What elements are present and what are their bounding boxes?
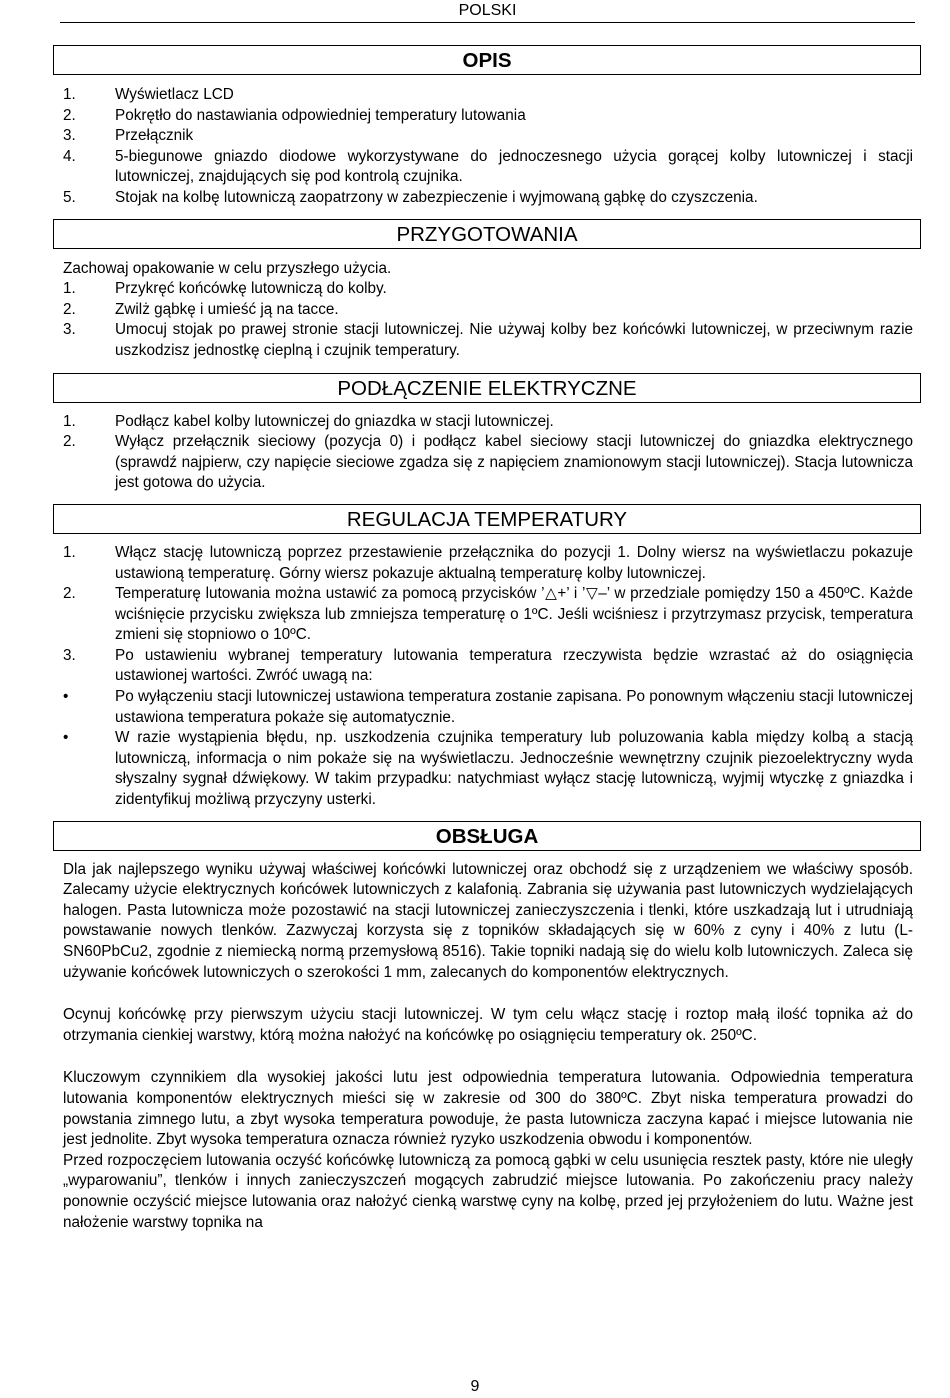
bullet-item: • W razie wystąpienia błędu, np. uszkodzenia czujnika temperatury lub poluzowania kabla między kolbą a stacją lutowniczą, informacja o nim pokaże się na wyświetlaczu. Jednocześnie wewnętrzny czujnik piezoelektryczny wyda słyszalny sygnał dźwiękowy. W takim przypadku: natychmiast wyłącz stację lutowniczą, wyjmij wtyczkę z gniazdka i zidentyfikuj możliwą przyczyny usterki. xyxy=(63,729,913,809)
list-item: 1. Podłącz kabel kolby lutowniczej do gniazdka w stacji lutowniczej. xyxy=(63,412,554,430)
document-body xyxy=(63,45,913,1233)
opis-list xyxy=(63,85,913,209)
section-title-obsluga: OBSŁUGA xyxy=(53,821,921,851)
regulacja-list xyxy=(63,543,913,811)
obsluga-paragraph-3: Kluczowym czynnikiem dla wysokiej jakości lutu jest odpowiednia temperatura lutowania. Odpowiednia temperatura lutowania komponentów elektrycznych mieści się w zakresie od 300 do 380ºC. Zbyt niska temperatura prowadzi do powstania zimnego lutu, a zbyt wysoka temperatura powoduje, że pasta lutownicza zaczyna kapać i miejsce lutowania nie jest jednolite. Zbyt wysoka temperatura oznacza również ryzyko uszkodzenia obwodu i komponentów. xyxy=(63,1069,913,1149)
list-item: 3. Przełącznik xyxy=(63,127,194,145)
list-item: 2. Temperaturę lutowania można ustawić za pomocą przycisków ’△+’ i ’▽–’ w przedziale pomiędzy 150 a 450ºC. Każde wciśnięcie przycisku zwiększa lub zmniejsza temperaturę o 1ºC. Jeśli wciśniesz i przytrzymasz przycisk, temperatura zmieni się stopniowo o 10ºC. xyxy=(63,585,913,644)
section-title-podlaczenie: PODŁĄCZENIE ELEKTRYCZNE xyxy=(53,373,921,403)
list-item: 2. Wyłącz przełącznik sieciowy (pozycja 0) i podłącz kabel sieciowy stacji lutowniczej do gniazdka elektrycznego (sprawdź najpierw, czy napięcie sieciowe zgadza się z napięciem znamionowym stacji lutowniczej). Stacja lutownicza jest gotowa do użycia. xyxy=(63,433,913,492)
podlaczenie-list xyxy=(63,412,913,494)
section-title-regulacja: REGULACJA TEMPERATURY xyxy=(53,504,921,534)
section-title-przygotowania: PRZYGOTOWANIA xyxy=(53,219,921,249)
list-item: 1. Włącz stację lutowniczą poprzez przestawienie przełącznika do pozycji 1. Dolny wiersz na wyświetlaczu pokazuje ustawioną temperaturę. Górny wiersz pokazuje aktualną temperaturę kolby lutowniczej. xyxy=(63,543,913,582)
list-item: 1. Wyświetlacz LCD xyxy=(63,86,234,103)
section-title-opis: OPIS xyxy=(53,45,921,75)
page-header-language: POLSKI xyxy=(60,0,915,23)
list-item: 5. Stojak na kolbę lutowniczą zaopatrzony w zabezpieczenie i wyjmowaną gąbkę do czyszczenia. xyxy=(63,188,758,206)
list-item: 2. Pokrętło do nastawiania odpowiedniej temperatury lutowania xyxy=(63,106,526,124)
przygotowania-intro: Zachowaj opakowanie w celu przyszłego użycia. xyxy=(63,259,392,277)
list-item: 1. Przykręć końcówkę lutowniczą do kolby. xyxy=(63,280,387,298)
page-number: 9 xyxy=(470,1378,480,1395)
list-item: 3. Umocuj stojak po prawej stronie stacji lutowniczej. Nie używaj kolby bez końcówki lutowniczej, w przeciwnym razie uszkodzisz jednostkę cieplną i czujnik temperatury. xyxy=(63,321,913,359)
list-item: 4. 5-biegunowe gniazdo diodowe wykorzystywane do jednoczesnego użycia gorącej kolby lutowniczej i stacji lutowniczej, znajdujących się pod kontrolą czujnika. xyxy=(63,147,913,186)
list-item: 2. Zwilż gąbkę i umieść ją na tacce. xyxy=(63,300,339,318)
obsluga-paragraph-2: Ocynuj końcówkę przy pierwszym użyciu stacji lutowniczej. W tym celu włącz stację i roztop małą ilość topnika aż do otrzymania cienkiej warstwy, którą można nałożyć na końcówkę po osiągnięciu temperatury ok. 250ºC. xyxy=(63,1006,913,1044)
list-item: 3. Po ustawieniu wybranej temperatury lutowania temperatura rzeczywista będzie wzrastać aż do osiągnięcia ustawionej wartości. Zwróć uwagą na: xyxy=(63,646,913,685)
obsluga-paragraph-4: Przed rozpoczęciem lutowania oczyść końcówkę lutowniczą za pomocą gąbki w celu usunięcia resztek pasty, które nie uległy „wyparowaniu”, tlenków i innych zanieczyszczeń mogących zabrudzić miejsce lutowania. Po zakończeniu pracy należy ponownie oczyścić miejsce lutowania oraz nałożyć cienką warstwę cyny na kolbę, przed jej przyłożeniem do lutu. Ważne jest nałożenie warstwy topnika na xyxy=(63,1151,913,1231)
obsluga-paragraph-1: Dla jak najlepszego wyniku używaj właściwej końcówki lutowniczej oraz obchodź się z urządzeniem we właściwy sposób. Zalecamy użycie elektrycznych końcówek lutowniczych z kalafonią. Zabrania się używania past lutowniczych wydzielających halogen. Pasta lutownicza może pozostawić na stacji lutowniczej zanieczyszczenia i tlenki, które uszkadzają lut i utrudniają powstawanie nowych tlenków. Zazwyczaj korzysta się z topników składających się w 60% z cyny i 40% z lutu (L-SN60PbCu2, zgodnie z niemiecką normą przemysłową 8516). Takie topniki nadają się do wielu kolb lutowniczych. Zaleca się używanie końcówek lutowniczych o szerokości 1 mm, zalecanych do komponentów elektrycznych. xyxy=(63,860,913,981)
przygotowania-list xyxy=(63,279,913,361)
bullet-item: • Po wyłączeniu stacji lutowniczej ustawiona temperatura zostanie zapisana. Po ponownym włączeniu stacji lutowniczej ustawiona temperatura pokaże się automatycznie. xyxy=(63,688,913,726)
